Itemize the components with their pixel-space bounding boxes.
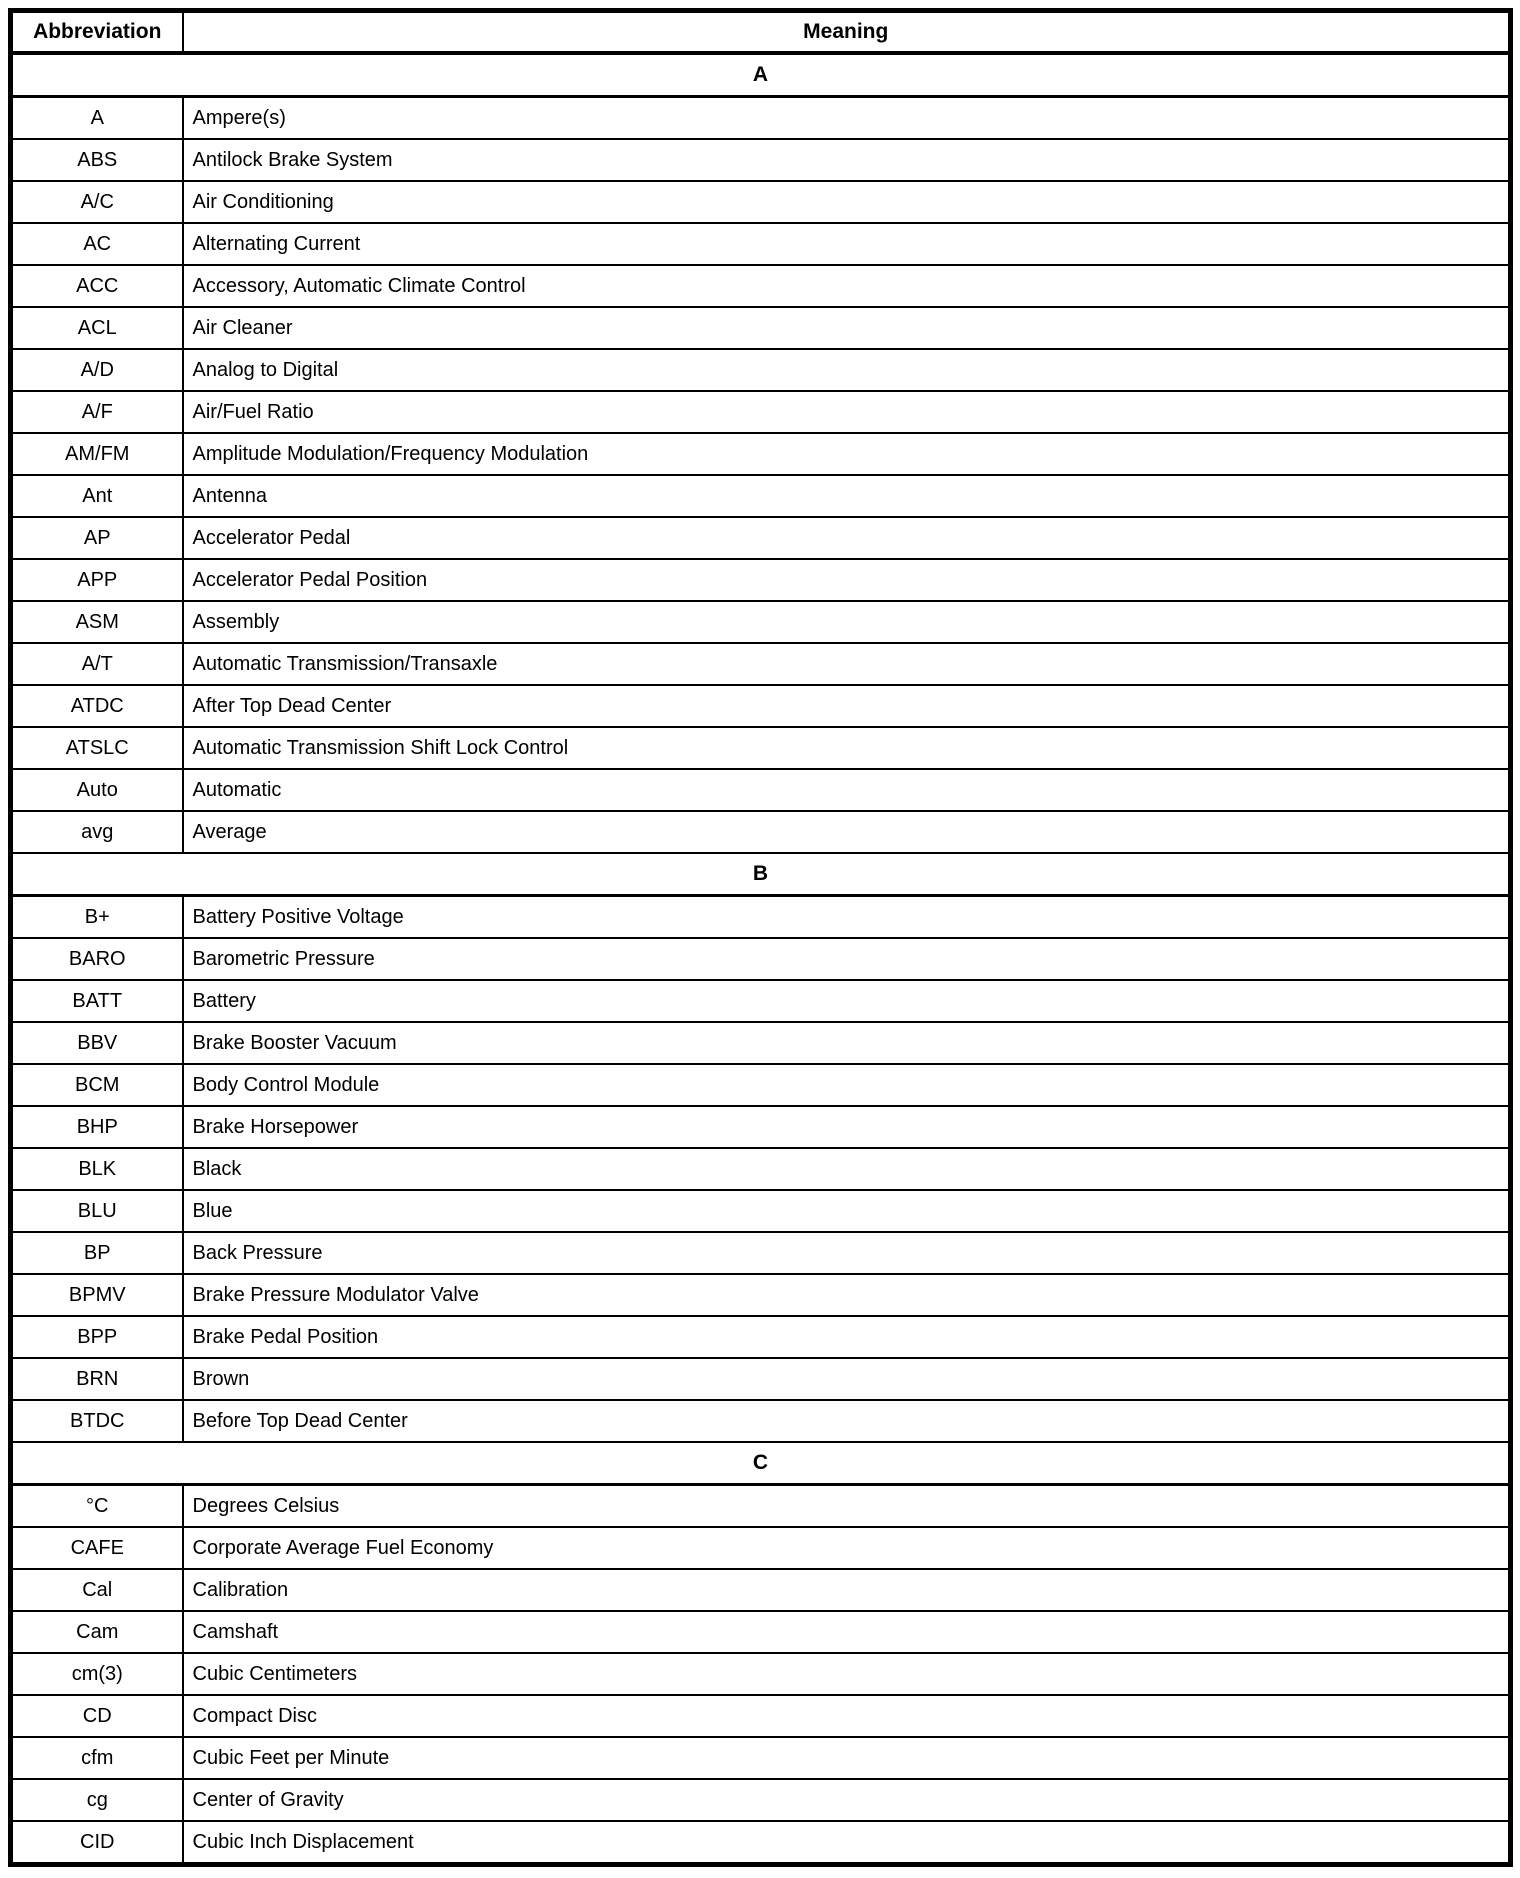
abbreviation-cell: ATSLC (11, 727, 183, 769)
abbreviation-table (8, 8, 1513, 1867)
abbreviation-cell: A (11, 97, 183, 140)
table-row (11, 1821, 1511, 1865)
section-letter: A (11, 53, 1511, 97)
meaning-cell: Air/Fuel Ratio (183, 391, 1511, 433)
abbreviation-cell: cg (11, 1779, 183, 1821)
abbreviation-cell: avg (11, 811, 183, 853)
meaning-cell: Average (183, 811, 1511, 853)
abbreviation-cell: BLK (11, 1148, 183, 1190)
meaning-cell: Brown (183, 1358, 1511, 1400)
meaning-cell: Analog to Digital (183, 349, 1511, 391)
table-row (11, 223, 1511, 265)
table-row (11, 1569, 1511, 1611)
table-row (11, 1274, 1511, 1316)
table-row (11, 1148, 1511, 1190)
meaning-cell: Black (183, 1148, 1511, 1190)
column-header-meaning: Meaning (183, 11, 1511, 54)
meaning-cell: Battery (183, 980, 1511, 1022)
abbreviation-cell: A/F (11, 391, 183, 433)
table-row (11, 265, 1511, 307)
table-row (11, 1527, 1511, 1569)
abbreviation-cell: BPP (11, 1316, 183, 1358)
abbreviation-cell: CID (11, 1821, 183, 1865)
abbreviation-cell: AC (11, 223, 183, 265)
table-body (11, 53, 1511, 1865)
meaning-cell: Automatic Transmission/Transaxle (183, 643, 1511, 685)
table-row (11, 433, 1511, 475)
abbreviation-cell: Cam (11, 1611, 183, 1653)
section-row (11, 53, 1511, 97)
abbreviation-cell: BATT (11, 980, 183, 1022)
table-row (11, 811, 1511, 853)
meaning-cell: Center of Gravity (183, 1779, 1511, 1821)
table-row (11, 896, 1511, 939)
table-row (11, 1485, 1511, 1528)
abbreviation-cell: ATDC (11, 685, 183, 727)
abbreviation-cell: BP (11, 1232, 183, 1274)
meaning-cell: Body Control Module (183, 1064, 1511, 1106)
meaning-cell: Antenna (183, 475, 1511, 517)
abbreviation-cell: °C (11, 1485, 183, 1528)
abbreviation-cell: AP (11, 517, 183, 559)
meaning-cell: Cubic Centimeters (183, 1653, 1511, 1695)
abbreviation-cell: BARO (11, 938, 183, 980)
table-row (11, 938, 1511, 980)
abbreviation-cell: Auto (11, 769, 183, 811)
abbreviation-cell: CD (11, 1695, 183, 1737)
abbreviation-cell: AM/FM (11, 433, 183, 475)
meaning-cell: Cubic Inch Displacement (183, 1821, 1511, 1865)
table-row (11, 475, 1511, 517)
table-row (11, 727, 1511, 769)
meaning-cell: Brake Pressure Modulator Valve (183, 1274, 1511, 1316)
abbreviation-cell: A/T (11, 643, 183, 685)
meaning-cell: Antilock Brake System (183, 139, 1511, 181)
meaning-cell: Camshaft (183, 1611, 1511, 1653)
table-row (11, 980, 1511, 1022)
meaning-cell: Cubic Feet per Minute (183, 1737, 1511, 1779)
meaning-cell: Back Pressure (183, 1232, 1511, 1274)
section-letter: B (11, 853, 1511, 896)
table-row (11, 1316, 1511, 1358)
table-row (11, 1611, 1511, 1653)
abbreviation-cell: APP (11, 559, 183, 601)
table-row (11, 1106, 1511, 1148)
table-row (11, 349, 1511, 391)
table-row (11, 559, 1511, 601)
meaning-cell: Brake Horsepower (183, 1106, 1511, 1148)
abbreviation-cell: ACC (11, 265, 183, 307)
meaning-cell: Battery Positive Voltage (183, 896, 1511, 939)
table-row (11, 181, 1511, 223)
abbreviation-cell: BLU (11, 1190, 183, 1232)
abbreviation-cell: ACL (11, 307, 183, 349)
column-header-abbreviation: Abbreviation (11, 11, 183, 54)
abbreviation-cell: BHP (11, 1106, 183, 1148)
table-row (11, 307, 1511, 349)
table-row (11, 1695, 1511, 1737)
table-row (11, 1779, 1511, 1821)
table-row (11, 1653, 1511, 1695)
meaning-cell: Amplitude Modulation/Frequency Modulation (183, 433, 1511, 475)
table-row (11, 601, 1511, 643)
abbreviation-cell: BPMV (11, 1274, 183, 1316)
table-row (11, 517, 1511, 559)
table-row (11, 685, 1511, 727)
table-row (11, 643, 1511, 685)
table-row (11, 1064, 1511, 1106)
abbreviation-cell: BRN (11, 1358, 183, 1400)
abbreviation-cell: BCM (11, 1064, 183, 1106)
table-row (11, 1190, 1511, 1232)
abbreviation-cell: BBV (11, 1022, 183, 1064)
meaning-cell: Degrees Celsius (183, 1485, 1511, 1528)
meaning-cell: Assembly (183, 601, 1511, 643)
abbreviation-cell: ASM (11, 601, 183, 643)
abbreviation-cell: ABS (11, 139, 183, 181)
meaning-cell: Accelerator Pedal (183, 517, 1511, 559)
meaning-cell: Ampere(s) (183, 97, 1511, 140)
table-row (11, 391, 1511, 433)
abbreviation-cell: A/D (11, 349, 183, 391)
meaning-cell: Accessory, Automatic Climate Control (183, 265, 1511, 307)
abbreviation-cell: CAFE (11, 1527, 183, 1569)
meaning-cell: Automatic (183, 769, 1511, 811)
table-row (11, 1232, 1511, 1274)
meaning-cell: Alternating Current (183, 223, 1511, 265)
meaning-cell: Compact Disc (183, 1695, 1511, 1737)
table-row (11, 139, 1511, 181)
meaning-cell: Automatic Transmission Shift Lock Control (183, 727, 1511, 769)
table-row (11, 1400, 1511, 1442)
meaning-cell: Corporate Average Fuel Economy (183, 1527, 1511, 1569)
meaning-cell: Brake Booster Vacuum (183, 1022, 1511, 1064)
abbreviation-cell: cm(3) (11, 1653, 183, 1695)
meaning-cell: Blue (183, 1190, 1511, 1232)
section-row (11, 1442, 1511, 1485)
table-row (11, 769, 1511, 811)
meaning-cell: Calibration (183, 1569, 1511, 1611)
section-letter: C (11, 1442, 1511, 1485)
table-row (11, 1358, 1511, 1400)
abbreviation-cell: BTDC (11, 1400, 183, 1442)
section-row (11, 853, 1511, 896)
meaning-cell: Brake Pedal Position (183, 1316, 1511, 1358)
meaning-cell: After Top Dead Center (183, 685, 1511, 727)
meaning-cell: Barometric Pressure (183, 938, 1511, 980)
header-row (11, 11, 1511, 54)
abbreviation-cell: B+ (11, 896, 183, 939)
meaning-cell: Accelerator Pedal Position (183, 559, 1511, 601)
abbreviation-cell: Ant (11, 475, 183, 517)
abbreviation-cell: Cal (11, 1569, 183, 1611)
table-row (11, 97, 1511, 140)
meaning-cell: Air Cleaner (183, 307, 1511, 349)
abbreviation-cell: A/C (11, 181, 183, 223)
meaning-cell: Before Top Dead Center (183, 1400, 1511, 1442)
table-row (11, 1737, 1511, 1779)
table-row (11, 1022, 1511, 1064)
meaning-cell: Air Conditioning (183, 181, 1511, 223)
abbreviation-cell: cfm (11, 1737, 183, 1779)
